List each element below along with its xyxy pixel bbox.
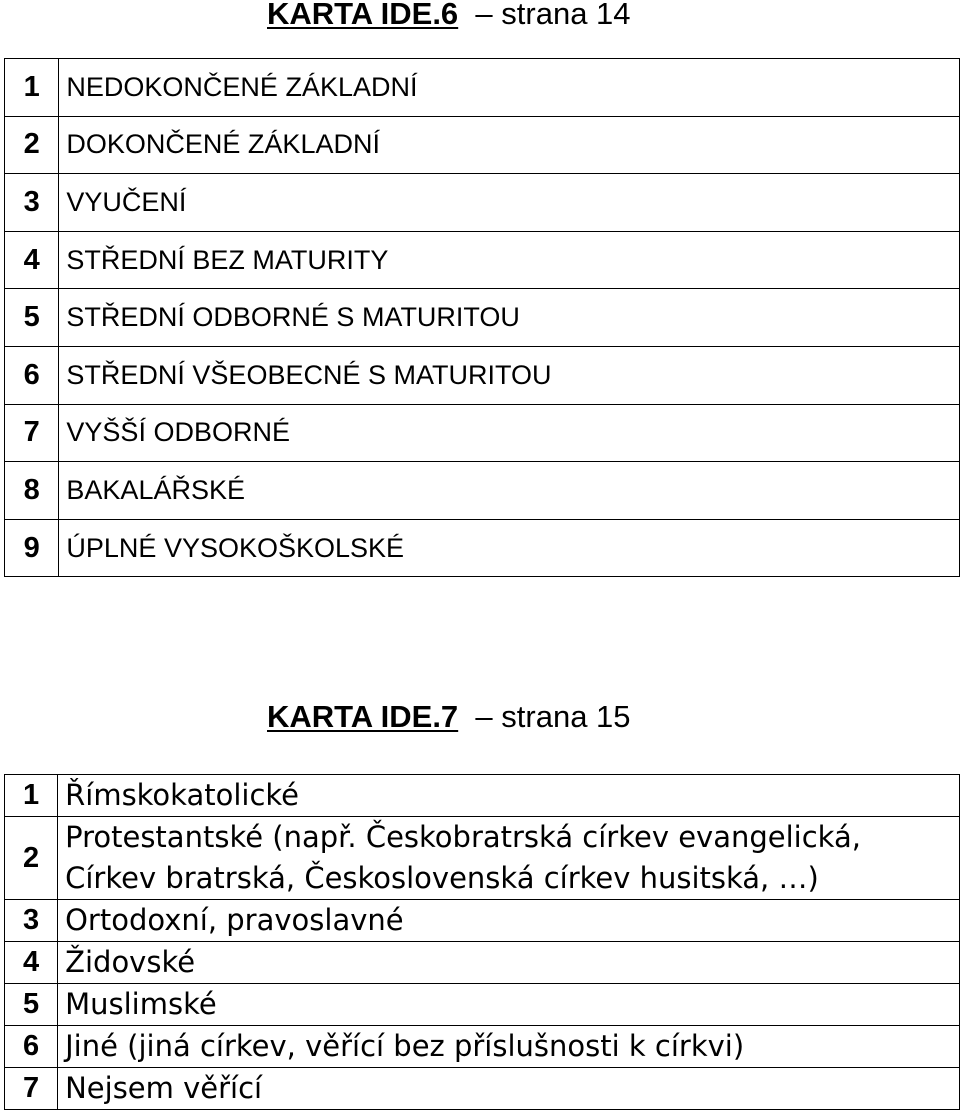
table-row [5, 519, 960, 577]
row-label: STŘEDNÍ VŠEOBECNÉ S MATURITOU [59, 346, 960, 404]
row-label: VYUČENÍ [59, 174, 960, 232]
row-number: 1 [5, 775, 58, 817]
table-row [5, 942, 960, 984]
table-row [5, 59, 960, 117]
table-row [5, 346, 960, 404]
row-number: 3 [5, 900, 58, 942]
row-label: Římskokatolické [58, 775, 960, 817]
table-row [5, 231, 960, 289]
row-label: Ortodoxní, pravoslavné [58, 900, 960, 942]
row-label: BAKALÁŘSKÉ [59, 462, 960, 520]
row-label: NEDOKONČENÉ ZÁKLADNÍ [59, 59, 960, 117]
row-number: 4 [5, 231, 59, 289]
row-number: 7 [5, 404, 59, 462]
religion-table [4, 774, 960, 1110]
row-label: ÚPLNÉ VYSOKOŠKOLSKÉ [59, 519, 960, 577]
row-number: 3 [5, 174, 59, 232]
table-row [5, 900, 960, 942]
table-row [5, 174, 960, 232]
card-ide6-page-text: strana 14 [501, 0, 631, 31]
row-label: Muslimské [58, 984, 960, 1026]
row-label: DOKONČENÉ ZÁKLADNÍ [59, 116, 960, 174]
row-number: 6 [5, 1026, 58, 1068]
row-label [58, 817, 960, 900]
row-label-line-1: Protestantské (např. Českobratrská církev evangelická, [65, 820, 861, 854]
card-ide7-page-text: strana 15 [501, 699, 631, 734]
row-number: 2 [5, 116, 59, 174]
row-label: Nejsem věřící [58, 1068, 960, 1110]
row-label: STŘEDNÍ BEZ MATURITY [59, 231, 960, 289]
table-row [5, 462, 960, 520]
row-number: 8 [5, 462, 59, 520]
card-ide6-title [267, 0, 631, 29]
card-ide6-page: – strana 14 [467, 0, 631, 31]
row-number: 9 [5, 519, 59, 577]
card-ide6-code: KARTA IDE.6 [267, 0, 459, 31]
row-label: STŘEDNÍ ODBORNÉ S MATURITOU [59, 289, 960, 347]
table-row [5, 1068, 960, 1110]
row-label: Židovské [58, 942, 960, 984]
table-row [5, 404, 960, 462]
row-label-line-2: Církev bratrská, Československá církev husitská, …) [65, 861, 819, 895]
row-number: 4 [5, 942, 58, 984]
table-row [5, 289, 960, 347]
row-label: Jiné (jiná církev, věřící bez příslušnosti k církvi) [58, 1026, 960, 1068]
education-table [4, 58, 960, 577]
row-number: 6 [5, 346, 59, 404]
table-row [5, 116, 960, 174]
table-row [5, 984, 960, 1026]
row-number: 5 [5, 984, 58, 1026]
table-row [5, 1026, 960, 1068]
row-number: 7 [5, 1068, 58, 1110]
row-label: VYŠŠÍ ODBORNÉ [59, 404, 960, 462]
card-ide7-title [267, 701, 631, 732]
table-row [5, 817, 960, 900]
row-number: 1 [5, 59, 59, 117]
row-number: 5 [5, 289, 59, 347]
card-ide7-page: – strana 15 [466, 699, 631, 734]
card-ide7-code: KARTA IDE.7 [267, 699, 459, 734]
table-row [5, 775, 960, 817]
row-number: 2 [5, 817, 58, 900]
